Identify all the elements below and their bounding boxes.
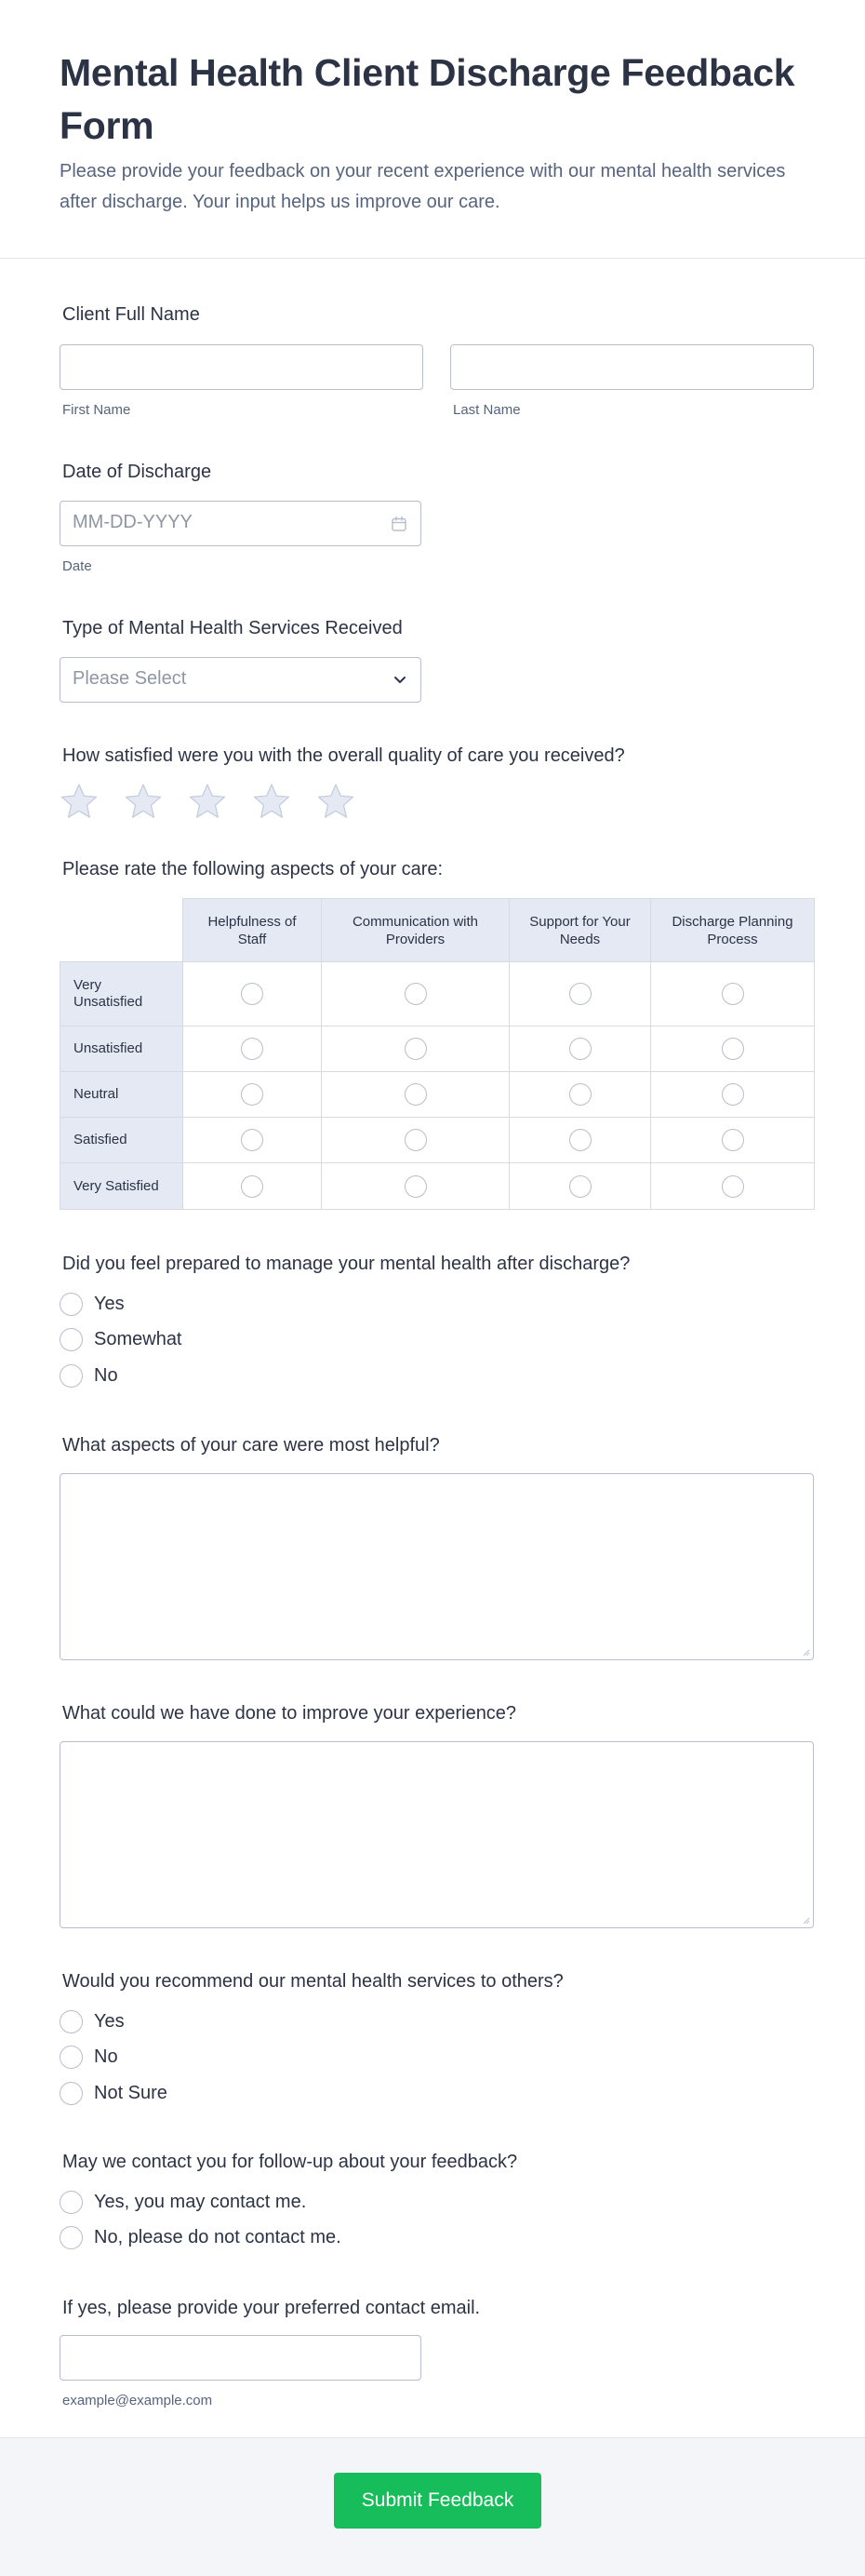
matrix-radio[interactable]: [405, 983, 427, 1005]
discharge-date-label: Date of Discharge: [62, 462, 212, 482]
prepared-options: [60, 1286, 182, 1394]
matrix-row: [60, 1026, 815, 1072]
helpful-label: What aspects of your care were most helpful?: [62, 1435, 440, 1456]
matrix-cell: [510, 1118, 651, 1163]
matrix-corner: [60, 899, 183, 962]
radio-button[interactable]: [60, 2226, 83, 2249]
matrix-cell: [510, 1163, 651, 1210]
matrix-row-label: Satisfied: [60, 1118, 183, 1163]
radio-option[interactable]: [60, 2075, 167, 2112]
matrix-radio[interactable]: [405, 1129, 427, 1151]
prepared-section: [60, 1253, 814, 1392]
matrix-column-header: Discharge Planning Process: [651, 899, 815, 962]
form-subtitle: Please provide your feedback on your recent experience with our mental health services after discharge. Your input helps us improve our care.: [60, 161, 786, 212]
service-type-selected: Please Select: [73, 668, 187, 689]
matrix-cell: [183, 1072, 322, 1118]
matrix-radio[interactable]: [241, 1083, 263, 1106]
resize-grip-icon[interactable]: [801, 1915, 810, 1925]
discharge-date-section: [60, 461, 814, 582]
star-icon[interactable]: [188, 782, 227, 821]
matrix-cell: [651, 962, 815, 1026]
matrix-row: [60, 1163, 815, 1210]
radio-button[interactable]: [60, 1328, 83, 1351]
matrix-row-label: Neutral: [60, 1072, 183, 1118]
matrix-radio[interactable]: [241, 1175, 263, 1198]
matrix-cell: [322, 1163, 510, 1210]
matrix-section: [60, 858, 814, 1212]
matrix-cell: [322, 1072, 510, 1118]
rating-matrix: [60, 898, 815, 1210]
matrix-column-header: Helpfulness of Staff: [183, 899, 322, 962]
matrix-column-header: Communication with Providers: [322, 899, 510, 962]
matrix-row-label: Very Unsatisfied: [60, 962, 183, 1026]
resize-grip-icon[interactable]: [801, 1647, 810, 1657]
matrix-cell: [322, 1026, 510, 1072]
radio-option-label: Somewhat: [94, 1329, 182, 1350]
matrix-cell: [651, 1026, 815, 1072]
contact-label: May we contact you for follow-up about your feedback?: [62, 2152, 518, 2172]
radio-option[interactable]: [60, 1322, 182, 1359]
improve-textarea[interactable]: [60, 1741, 814, 1928]
client-name-label: Client Full Name: [62, 304, 200, 325]
radio-option[interactable]: [60, 2004, 167, 2040]
last-name-sublabel: Last Name: [453, 402, 521, 418]
matrix-row: [60, 962, 815, 1026]
matrix-radio[interactable]: [405, 1175, 427, 1198]
matrix-radio[interactable]: [722, 1083, 744, 1106]
radio-button[interactable]: [60, 2010, 83, 2033]
recommend-options: [60, 2004, 167, 2112]
matrix-radio[interactable]: [569, 1175, 592, 1198]
submit-button[interactable]: Submit Feedback: [334, 2473, 541, 2529]
service-type-label: Type of Mental Health Services Received: [62, 618, 403, 638]
email-section: [60, 2297, 814, 2418]
matrix-cell: [322, 962, 510, 1026]
matrix-cell: [183, 1118, 322, 1163]
chevron-down-icon: [393, 676, 406, 685]
discharge-date-input[interactable]: [60, 501, 421, 546]
first-name-input[interactable]: [60, 344, 423, 390]
radio-option-label: No: [94, 1364, 118, 1386]
matrix-cell: [322, 1118, 510, 1163]
radio-button[interactable]: [60, 2046, 83, 2069]
star-rating: [60, 782, 380, 821]
radio-option-label: No, please do not contact me.: [94, 2227, 341, 2248]
radio-option[interactable]: [60, 1358, 182, 1394]
date-placeholder: MM-DD-YYYY: [73, 512, 193, 532]
matrix-row-label: Very Satisfied: [60, 1163, 183, 1210]
service-type-section: [60, 617, 814, 710]
matrix-cell: [183, 962, 322, 1026]
matrix-radio[interactable]: [241, 1129, 263, 1151]
radio-option-label: Yes: [94, 2010, 125, 2032]
radio-option[interactable]: [60, 1286, 182, 1322]
matrix-radio[interactable]: [241, 983, 263, 1005]
matrix-row: [60, 1072, 815, 1118]
radio-button[interactable]: [60, 2082, 83, 2105]
recommend-section: [60, 1970, 814, 2110]
matrix-cell: [510, 962, 651, 1026]
contact-options: [60, 2184, 341, 2256]
radio-option[interactable]: [60, 2040, 167, 2076]
matrix-radio[interactable]: [722, 1129, 744, 1151]
service-type-select[interactable]: [60, 657, 421, 703]
first-name-sublabel: First Name: [62, 402, 131, 418]
radio-option-label: No: [94, 2046, 118, 2068]
form-header: [0, 0, 865, 258]
last-name-input[interactable]: [450, 344, 814, 390]
star-icon[interactable]: [316, 782, 355, 821]
helpful-textarea[interactable]: [60, 1473, 814, 1660]
radio-button[interactable]: [60, 2191, 83, 2214]
matrix-radio[interactable]: [722, 1175, 744, 1198]
radio-option-label: Yes, you may contact me.: [94, 2191, 307, 2212]
form-title: Mental Health Client Discharge Feedback Form: [60, 51, 795, 147]
radio-option-label: Not Sure: [94, 2082, 167, 2103]
matrix-cell: [183, 1026, 322, 1072]
radio-option[interactable]: [60, 2184, 341, 2220]
email-input[interactable]: [60, 2335, 421, 2381]
matrix-radio[interactable]: [405, 1038, 427, 1060]
matrix-radio[interactable]: [569, 1083, 592, 1106]
prepared-label: Did you feel prepared to manage your mental health after discharge?: [62, 1254, 631, 1274]
matrix-cell: [183, 1163, 322, 1210]
improve-section: [60, 1702, 814, 1930]
recommend-label: Would you recommend our mental health services to others?: [62, 1971, 564, 1992]
satisfaction-label: How satisfied were you with the overall quality of care you received?: [62, 745, 625, 766]
satisfaction-section: [60, 745, 814, 828]
contact-section: [60, 2151, 814, 2253]
radio-option[interactable]: [60, 2220, 341, 2257]
star-icon[interactable]: [124, 782, 163, 821]
matrix-row: [60, 1118, 815, 1163]
matrix-cell: [651, 1118, 815, 1163]
date-sublabel: Date: [62, 558, 92, 574]
matrix-radio[interactable]: [569, 1129, 592, 1151]
email-sublabel: example@example.com: [62, 2393, 213, 2408]
star-icon[interactable]: [60, 782, 99, 821]
radio-button[interactable]: [60, 1364, 83, 1388]
form-footer: [0, 2437, 865, 2576]
matrix-cell: [651, 1072, 815, 1118]
radio-option-label: Yes: [94, 1293, 125, 1314]
matrix-radio[interactable]: [241, 1038, 263, 1060]
matrix-cell: [510, 1026, 651, 1072]
matrix-column-header: Support for Your Needs: [510, 899, 651, 962]
matrix-radio[interactable]: [722, 983, 744, 1005]
star-icon[interactable]: [252, 782, 291, 821]
helpful-section: [60, 1434, 814, 1662]
matrix-row-label: Unsatisfied: [60, 1026, 183, 1072]
improve-label: What could we have done to improve your experience?: [62, 1703, 517, 1724]
matrix-cell: [651, 1163, 815, 1210]
radio-button[interactable]: [60, 1293, 83, 1316]
header-divider: [0, 258, 865, 259]
matrix-label: Please rate the following aspects of your care:: [62, 859, 444, 879]
matrix-radio[interactable]: [405, 1083, 427, 1106]
matrix-radio[interactable]: [722, 1038, 744, 1060]
matrix-radio[interactable]: [569, 983, 592, 1005]
client-name-section: [60, 303, 814, 424]
matrix-radio[interactable]: [569, 1038, 592, 1060]
matrix-cell: [510, 1072, 651, 1118]
calendar-icon[interactable]: [391, 516, 407, 532]
email-label: If yes, please provide your preferred contact email.: [62, 2298, 481, 2318]
